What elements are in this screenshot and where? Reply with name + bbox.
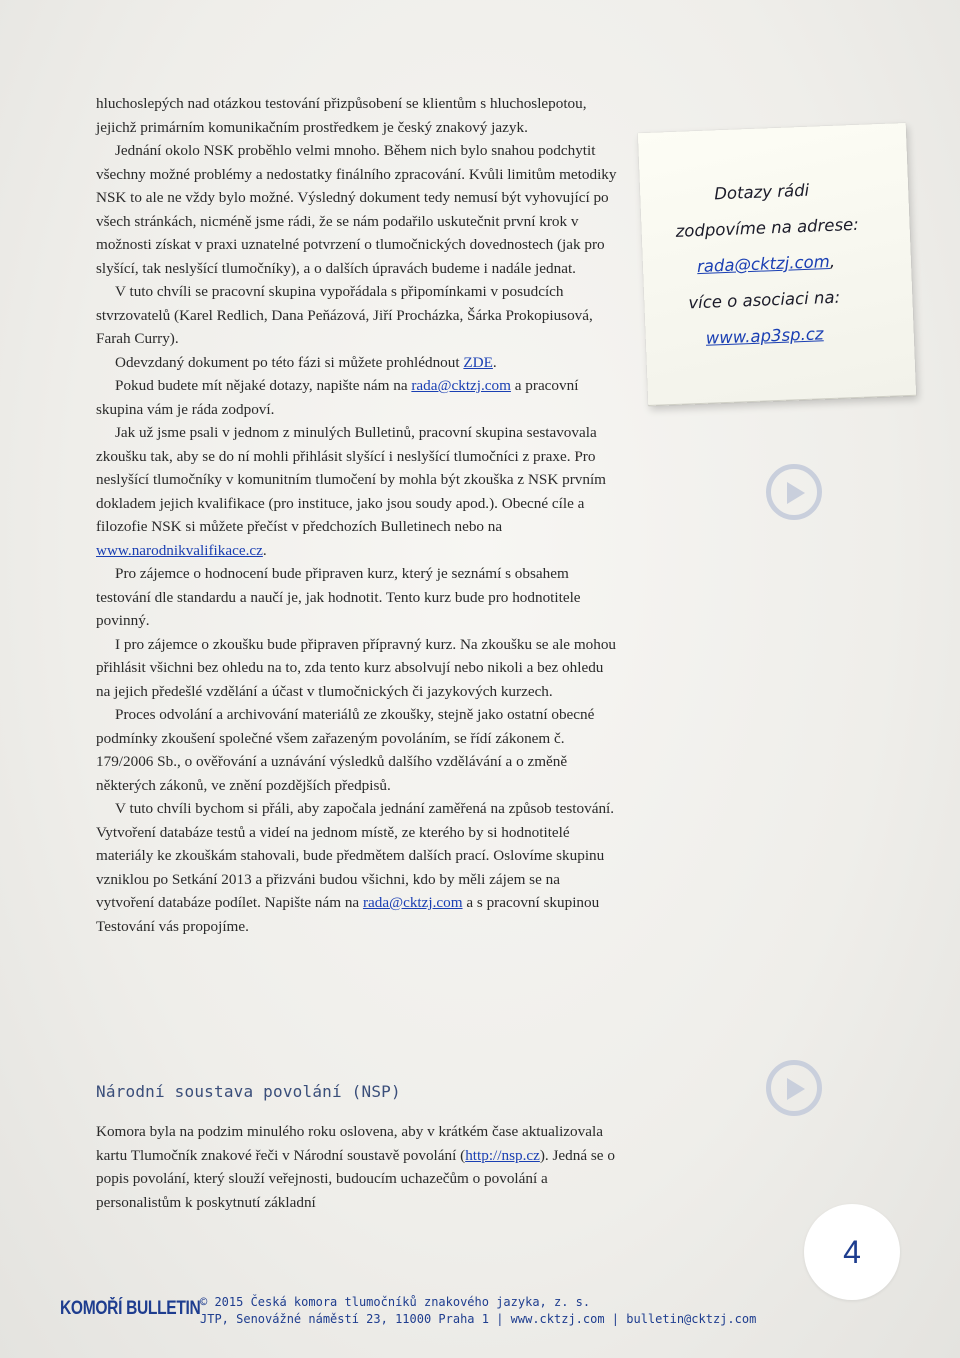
paragraph (96, 421, 618, 562)
paragraph: hluchoslepých nad otázkou testování přizpůsobení se klientům s hluchoslepotou, jejichž primárním komunikačním prostředkem je český znakový jazyk. (96, 95, 587, 136)
note-line: více o asociaci na: (688, 287, 841, 313)
paragraph-text: Pokud budete mít nějaké dotazy, napište nám na (115, 377, 412, 394)
paragraph (96, 797, 618, 938)
paragraph: Jednání okolo NSK proběhlo velmi mnoho. Během nich bylo snahou podchytit všechny možné problémy a nedostatky finálního zpracování. Kvůli limitům metodiky NSK to ale ne vždy bylo možné. Výsledný dokument tedy nemusí být vyhovující po všech stránkách, nicméně jsme rádi, že se nám podařilo uskutečnit první krok v možnosti získat v praxi uznatelné potvrzení o tlumočnických dovednostech (jak pro slyšící, tak neslyšící tlumočníky), a o dalších úpravách budeme i nadále jednat. (96, 142, 617, 277)
paragraph-text: ). Jedná se o popis povolání, který slouží veřejnosti, budoucím uchazečům o povolání a personalistům k poskytnutí základní (96, 1146, 615, 1211)
footer-logo: KOMOŘÍ BULLETIN (60, 1298, 201, 1319)
paragraph (96, 374, 618, 421)
email-link[interactable]: rada@cktzj.com (411, 377, 511, 394)
paragraph: I pro zájemce o zkoušku bude připraven přípravný kurz. Na zkoušku se ale mohou přihlásit všichni bez ohledu na to, zda tento kurz absolvují nebo nikoli a bez ohledu na jejich předešlé vzdělání a účast v tlumočnických či jazykových kurzech. (96, 635, 617, 700)
paragraph-text: Odevzdaný dokument po této fázi si můžete prohlédnout (115, 353, 464, 371)
paragraph-text: a pracovní skupina vám je ráda zodpoví. (96, 377, 579, 418)
paragraph: Proces odvolání a archivování materiálů ze zkoušky, stejně jako ostatní obecné podmínky zkoušení společné všem zařazeným povoláním, se řídí zákonem č. 179/2006 Sb., o ověřování a uznávání výsledků dalšího vzdělávání a o změně některých zákonů, ve znění pozdějších předpisů. (96, 706, 595, 794)
paragraph-text: Jak už jsme psali v jednom z minulých Bulletinů, pracovní skupina sestavovala zkoušku tak, aby se do ní mohli přihlásit slyšící i neslyšící tlumočníci z praxe. Pro neslyšící tlumočníky v komunitním tlumočení by mohla být zkouška z NSK prvním dokladem jejich kvalifikace (pro instituce, jako jsou soudy apod.). Obecné cíle a filozofie NSK si můžete přečíst v předchozích Bulletinech nebo na (96, 424, 606, 535)
play-button[interactable] (766, 1060, 822, 1116)
paragraph: V tuto chvíli se pracovní skupina vypořádala s připomínkami v posudcích stvrzovatelů (Karel Redlich, Dana Peňázová, Jiří Procházka, Šárka Prokopiusová, Farah Curry). (96, 283, 593, 347)
paragraph-text: . (492, 353, 497, 371)
play-circle-icon (784, 1076, 808, 1102)
paragraph-text: a s pracovní skupinou Testování vás propojíme. (96, 894, 600, 935)
note-line: zodpovíme na adrese: (675, 214, 860, 241)
paragraph (96, 1120, 618, 1214)
sticky-note (638, 123, 916, 406)
paragraph-text: . (262, 541, 267, 559)
note-email-link[interactable]: rada@cktzj.com (696, 251, 831, 277)
footer-copyright: © 2015 Česká komora tlumočníků znakového jazyka, z. s. (200, 1295, 591, 1309)
note-line (679, 313, 900, 357)
paragraph: Pro zájemce o hodnocení bude připraven kurz, který je seznámí s obsahem testování dle standardu a naučí je, jak hodnotit. Tento kurz bude pro hodnotitele povinný. (96, 565, 581, 629)
zde-link[interactable]: ZDE (463, 353, 493, 371)
footer-info (200, 1294, 756, 1328)
paragraph (96, 351, 618, 375)
sticky-note-text (674, 169, 901, 357)
paragraph-text: V tuto chvíli bychom si přáli, aby započala jednání zaměřená na způsob testování. Vytvoření databáze testů a videí na jednom místě, ze kterého by si hodnotitelé materiály ke zkouškám stahovali, bude předmětem dalších prací. Oslovíme skupinu vzniklou po Setkání 2013 a přizváni budou všichni, kdo by měli zájem se na vytvoření databáze podílet. Napište nám na (96, 800, 615, 911)
article-body (96, 92, 618, 938)
footer-address: JTP, Senovážné náměstí 23, 11000 Praha 1 | www.cktzj.com | bulletin@cktzj.com (200, 1312, 757, 1326)
section-heading: Národní soustava povolání (NSP) (96, 1082, 401, 1101)
note-punct: , (829, 251, 836, 271)
section-body (96, 1120, 618, 1214)
email-link[interactable]: rada@cktzj.com (362, 894, 463, 911)
paragraph-text: Komora byla na podzim minulého roku oslovena, aby v krátkém čase aktualizovala kartu Tlumočník znakové řeči v Národní soustavě povolání ( (96, 1123, 603, 1164)
narodnikvalifikace-link[interactable]: www.narodnikvalifikace.cz (96, 541, 263, 559)
nsp-link[interactable]: http://nsp.cz (465, 1146, 540, 1164)
note-line: Dotazy rádi (713, 180, 810, 204)
page-number: 4 (804, 1204, 900, 1300)
play-circle-icon (784, 480, 808, 506)
play-button[interactable] (766, 464, 822, 520)
note-url-link[interactable]: www.ap3sp.cz (705, 324, 824, 348)
